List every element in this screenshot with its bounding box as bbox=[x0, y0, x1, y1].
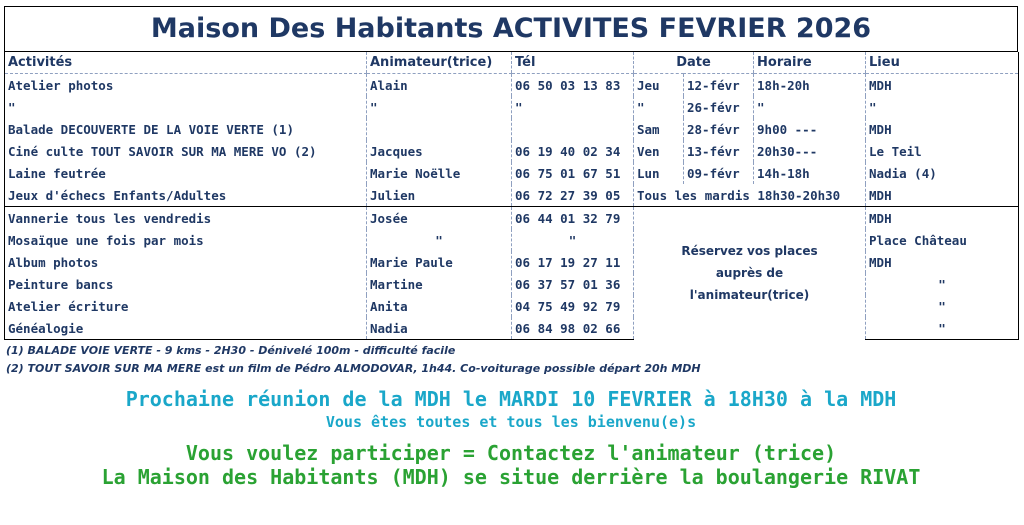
horaire-cell: 9h00 --- bbox=[754, 118, 866, 140]
col-header-horaire: Horaire bbox=[754, 52, 866, 74]
reserve-line: Réservez vos places bbox=[681, 244, 818, 259]
activite-cell: Généalogie bbox=[5, 317, 367, 340]
animateur-cell: " bbox=[367, 229, 512, 251]
lieu-cell: " bbox=[866, 317, 1019, 340]
date-cell: 09-févr bbox=[684, 162, 754, 184]
animateur-cell: Martine bbox=[367, 273, 512, 295]
activite-cell: Album photos bbox=[8, 254, 99, 270]
activity-sheet bbox=[4, 6, 1018, 489]
table-row bbox=[5, 74, 1019, 97]
table-row bbox=[5, 295, 1019, 317]
date-cell: 13-févr bbox=[684, 140, 754, 162]
tel-cell: " bbox=[512, 96, 634, 118]
jour-cell: Sam bbox=[634, 118, 684, 140]
jour-cell: Lun bbox=[634, 162, 684, 184]
welcome-message: Vous êtes toutes et tous les bienvenu(e)s bbox=[325, 413, 697, 431]
activite-cell: Laine feutrée bbox=[8, 165, 106, 181]
lieu-cell: " bbox=[866, 96, 1019, 118]
horaire-cell: " bbox=[754, 96, 866, 118]
tel-cell: 06 72 27 39 05 bbox=[512, 184, 634, 207]
table-row bbox=[5, 162, 1019, 184]
date-cell: 12-févr bbox=[684, 74, 754, 97]
location-message: La Maison des Habitants (MDH) se situe derrière la boulangerie RIVAT bbox=[101, 465, 921, 489]
table-row bbox=[5, 96, 1019, 118]
animateur-cell: Anita bbox=[367, 295, 512, 317]
animateur-cell: Marie Noëlle bbox=[367, 162, 512, 184]
tel-cell: 06 75 01 67 51 bbox=[512, 162, 634, 184]
lieu-cell: Nadia (4) bbox=[866, 162, 1019, 184]
horaire-cell: 14h-18h bbox=[754, 162, 866, 184]
jour-cell: " bbox=[634, 96, 684, 118]
lieu-cell: " bbox=[866, 295, 1019, 317]
lieu-cell: MDH bbox=[866, 118, 1019, 140]
tel-cell: " bbox=[512, 229, 634, 251]
lieu-cell: MDH bbox=[866, 184, 1019, 207]
animateur-cell bbox=[367, 118, 512, 140]
table-row bbox=[5, 207, 1019, 230]
lieu-cell: MDH bbox=[866, 207, 1019, 230]
activite-cell: Atelier photos bbox=[8, 77, 114, 93]
col-header-tel: Tél bbox=[512, 52, 634, 74]
animateur-cell: Nadia bbox=[367, 317, 512, 340]
animateur-cell: Jacques bbox=[367, 140, 512, 162]
col-header-animateur: Animateur(trice) bbox=[367, 52, 512, 74]
footnote: (2) TOUT SAVOIR SUR MA MERE est un film de Pédro ALMODOVAR, 1h44. Co-voiturage possible départ 20h MDH bbox=[6, 362, 701, 375]
page-title: Maison Des Habitants ACTIVITES FEVRIER 2026 bbox=[4, 6, 1018, 52]
jour-cell: Ven bbox=[634, 140, 684, 162]
footnotes bbox=[4, 342, 1018, 378]
activities-table bbox=[4, 52, 1019, 340]
participate-message: Vous voulez participer = Contactez l'animateur (trice) bbox=[185, 441, 837, 465]
lieu-cell: " bbox=[866, 273, 1019, 295]
table-row bbox=[5, 184, 1019, 207]
tel-cell: 06 50 03 13 83 bbox=[512, 74, 634, 97]
date-cell: 28-févr bbox=[684, 118, 754, 140]
animateur-cell: Julien bbox=[367, 184, 512, 207]
activite-cell: Jeux d'échecs Enfants/Adultes bbox=[5, 184, 367, 207]
jour-cell: Jeu bbox=[634, 74, 684, 97]
table-row bbox=[5, 118, 1019, 140]
activite-cell: Mosaïque une fois par mois bbox=[8, 232, 204, 248]
tel-cell: 06 84 98 02 66 bbox=[512, 317, 634, 340]
table-header-row bbox=[5, 52, 1019, 74]
col-header-date: Date bbox=[634, 52, 754, 74]
tel-cell: 06 44 01 32 79 bbox=[512, 207, 634, 230]
animateur-cell: Alain bbox=[367, 74, 512, 97]
table-row bbox=[5, 251, 1019, 273]
reserve-note bbox=[634, 207, 866, 340]
table-row bbox=[5, 229, 1019, 251]
horaire-cell: 18h-20h bbox=[754, 74, 866, 97]
activite-cell: Ciné culte TOUT SAVOIR SUR MA MERE VO (2) bbox=[8, 143, 317, 159]
table-row bbox=[5, 140, 1019, 162]
horaire-cell: 20h30--- bbox=[754, 140, 866, 162]
col-header-activite: Activités bbox=[5, 52, 367, 74]
lieu-cell: MDH bbox=[866, 74, 1019, 97]
schedule-cell: Tous les mardis 18h30-20h30 bbox=[634, 184, 866, 207]
lieu-cell: Le Teil bbox=[866, 140, 1019, 162]
tel-cell bbox=[512, 118, 634, 140]
animateur-cell: Josée bbox=[367, 207, 512, 230]
tel-cell: 04 75 49 92 79 bbox=[512, 295, 634, 317]
tel-cell: 06 17 19 27 11 bbox=[512, 251, 634, 273]
lieu-cell: MDH bbox=[866, 251, 1019, 273]
reserve-line: l'animateur(trice) bbox=[689, 288, 810, 303]
activite-cell: " bbox=[8, 99, 16, 115]
activite-cell: Vannerie tous les vendredis bbox=[8, 210, 212, 226]
table-row bbox=[5, 317, 1019, 340]
footnote: (1) BALADE VOIE VERTE - 9 kms - 2H30 - Dénivelé 100m - difficulté facile bbox=[6, 344, 456, 357]
date-cell: 26-févr bbox=[684, 96, 754, 118]
col-header-lieu: Lieu bbox=[866, 52, 1019, 74]
meeting-announcement: Prochaine réunion de la MDH le MARDI 10 FEVRIER à 18H30 à la MDH bbox=[125, 387, 897, 411]
table-row bbox=[5, 273, 1019, 295]
reserve-line: auprès de bbox=[715, 266, 784, 281]
activite-cell: Atelier écriture bbox=[8, 298, 129, 314]
lieu-cell: Place Château bbox=[866, 229, 1019, 251]
activite-cell: Peinture bancs bbox=[8, 276, 114, 292]
animateur-cell: " bbox=[367, 96, 512, 118]
activite-cell: Balade DECOUVERTE DE LA VOIE VERTE (1) bbox=[8, 121, 294, 137]
animateur-cell: Marie Paule bbox=[367, 251, 512, 273]
tel-cell: 06 19 40 02 34 bbox=[512, 140, 634, 162]
tel-cell: 06 37 57 01 36 bbox=[512, 273, 634, 295]
